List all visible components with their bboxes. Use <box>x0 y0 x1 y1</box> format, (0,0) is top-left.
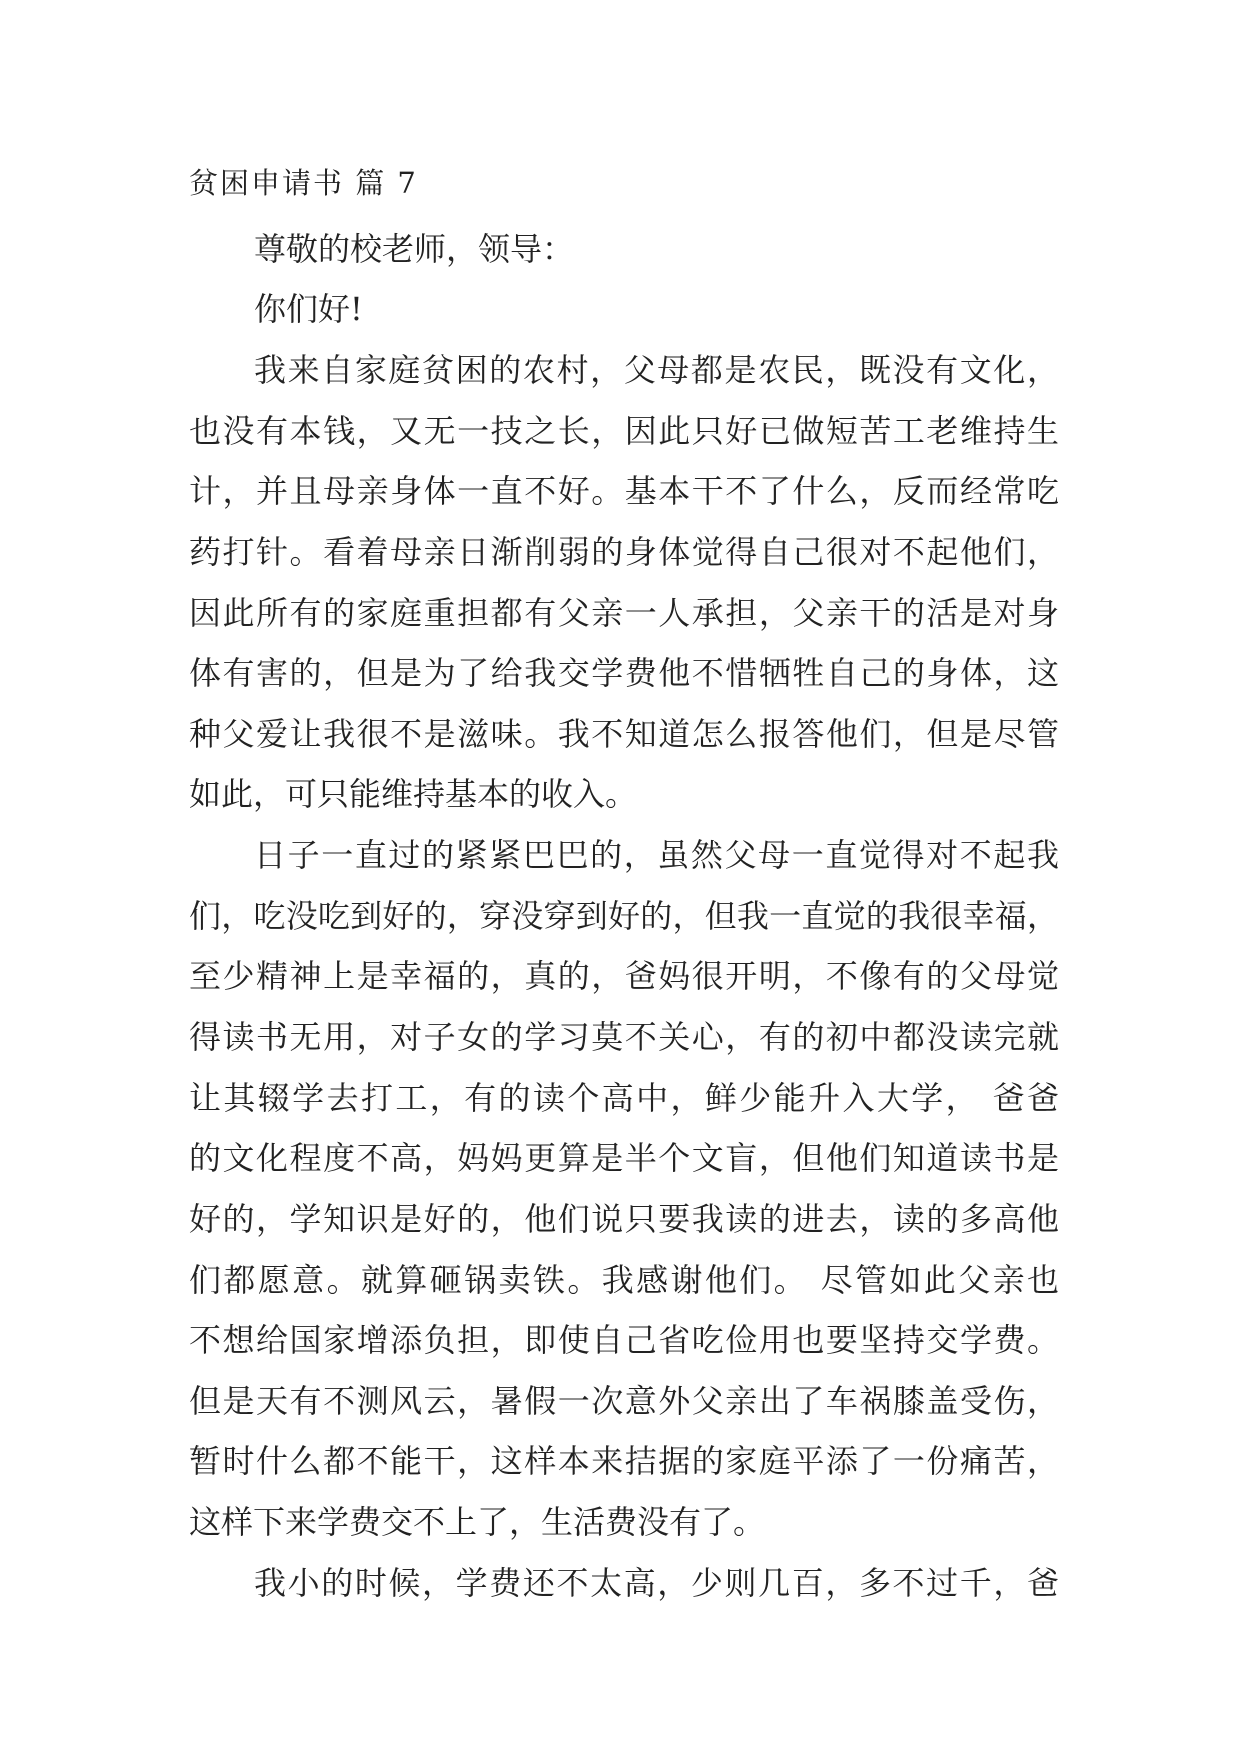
greeting-line: 你们好! <box>254 290 363 328</box>
paragraph-1-line-3: 计，并且母亲身体一直不好。基本干不了什么，反而经常吃 <box>189 472 1059 510</box>
document-title: 贫困申请书 篇 7 <box>189 166 418 200</box>
paragraph-3-line-1: 我小的时候，学费还不太高，少则几百，多不过千，爸 <box>254 1564 1059 1602</box>
paragraph-1-line-7: 种父爱让我很不是滋味。我不知道怎么报答他们，但是尽管 <box>189 715 1059 753</box>
paragraph-2-line-8: 们都愿意。就算砸锅卖铁。我感谢他们。 尽管如此父亲也 <box>189 1261 1059 1299</box>
paragraph-2-line-9: 不想给国家增添负担，即使自己省吃俭用也要坚持交学费。 <box>189 1321 1059 1359</box>
paragraph-1-line-1: 我来自家庭贫困的农村，父母都是农民，既没有文化， <box>254 351 1059 389</box>
paragraph-2-line-3: 至少精神上是幸福的，真的，爸妈很开明，不像有的父母觉 <box>189 957 1059 995</box>
paragraph-2-line-1: 日子一直过的紧紧巴巴的，虽然父母一直觉得对不起我 <box>254 836 1059 874</box>
paragraph-1-line-4: 药打针。看着母亲日渐削弱的身体觉得自己很对不起他们， <box>189 533 1059 571</box>
paragraph-2-line-4: 得读书无用，对子女的学习莫不关心，有的初中都没读完就 <box>189 1018 1059 1056</box>
paragraph-2-line-6: 的文化程度不高，妈妈更算是半个文盲，但他们知道读书是 <box>189 1139 1059 1177</box>
paragraph-2-line-11: 暂时什么都不能干，这样本来拮据的家庭平添了一份痛苦， <box>189 1442 1059 1480</box>
paragraph-2-line-7: 好的，学知识是好的，他们说只要我读的进去，读的多高他 <box>189 1200 1059 1238</box>
paragraph-1-line-5: 因此所有的家庭重担都有父亲一人承担，父亲干的活是对身 <box>189 594 1059 632</box>
paragraph-2-line-12: 这样下来学费交不上了，生活费没有了。 <box>189 1503 766 1541</box>
paragraph-2-line-10: 但是天有不测风云，暑假一次意外父亲出了车祸膝盖受伤， <box>189 1382 1059 1420</box>
paragraph-1-line-2: 也没有本钱，又无一技之长，因此只好已做短苦工老维持生 <box>189 412 1059 450</box>
paragraph-2-line-2: 们，吃没吃到好的，穿没穿到好的，但我一直觉的我很幸福， <box>189 897 1059 935</box>
paragraph-2-line-5: 让其辍学去打工，有的读个高中，鲜少能升入大学， 爸爸 <box>189 1079 1059 1117</box>
paragraph-1-line-6: 体有害的，但是为了给我交学费他不惜牺牲自己的身体，这 <box>189 654 1059 692</box>
salutation-line: 尊敬的校老师，领导： <box>254 230 575 268</box>
paragraph-1-line-8: 如此，可只能维持基本的收入。 <box>189 775 638 813</box>
